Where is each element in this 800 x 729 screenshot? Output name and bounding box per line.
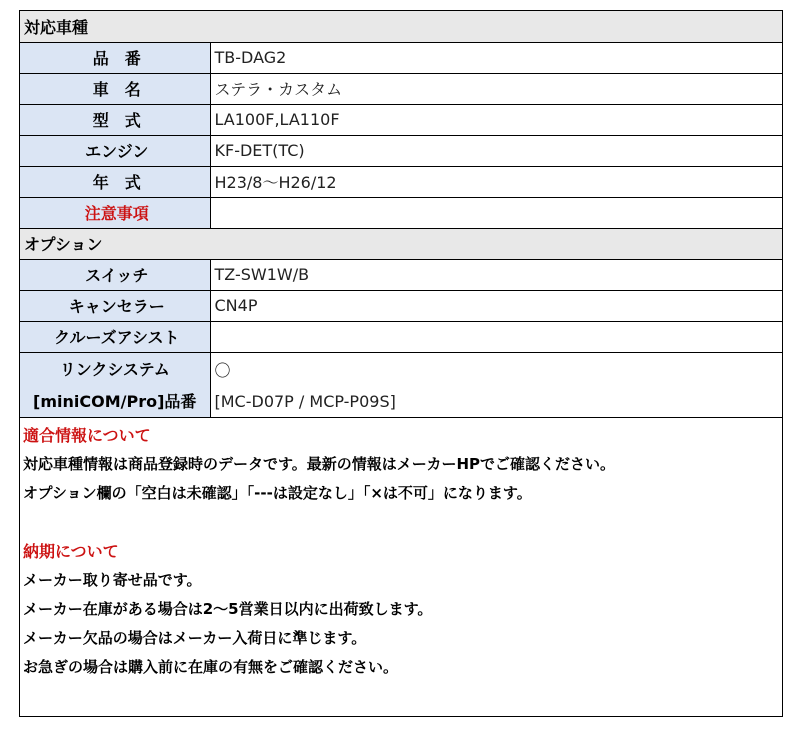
link-system-label-line2: [miniCOM/Pro]品番 xyxy=(33,392,197,411)
table-row xyxy=(20,197,782,228)
canceller-label: キャンセラー xyxy=(20,290,210,321)
delivery-note-line: メーカー取り寄せ品です。 xyxy=(23,570,202,589)
cruise-assist-value xyxy=(210,321,782,352)
table-row xyxy=(20,352,782,417)
link-system-label-line1: リンクシステム xyxy=(59,360,170,379)
table-row xyxy=(20,104,782,135)
delivery-note-line: お急ぎの場合は購入前に在庫の有無をご確認ください。 xyxy=(23,657,399,676)
table-row xyxy=(20,42,782,73)
model-year-value: H23/8～H26/12 xyxy=(210,166,782,197)
table-row xyxy=(20,290,782,321)
model-code-label: 型 式 xyxy=(20,104,210,135)
link-system-label xyxy=(20,352,210,417)
table-row xyxy=(20,166,782,197)
options-section-row xyxy=(20,228,782,259)
engine-value: KF-DET(TC) xyxy=(210,135,782,166)
compat-note-line: オプション欄の「空白は未確認」「---は設定なし」「×は不可」になります。 xyxy=(23,483,532,502)
model-year-label: 年 式 xyxy=(20,166,210,197)
compat-note-line: 対応車種情報は商品登録時のデータです。最新の情報はメーカーHPでご確認ください。 xyxy=(23,454,616,473)
table-row xyxy=(20,321,782,352)
compat-info-heading: 適合情報について xyxy=(23,425,151,445)
switch-label: スイッチ xyxy=(20,259,210,290)
options-section-title: オプション xyxy=(20,228,782,259)
table-row xyxy=(20,259,782,290)
link-system-value xyxy=(210,352,782,417)
delivery-note-line: メーカー欠品の場合はメーカー入荷日に準じます。 xyxy=(23,628,367,647)
compatibility-sheet xyxy=(19,10,783,717)
link-system-availability: 〇 xyxy=(214,361,231,380)
vehicle-section-title: 対応車種 xyxy=(20,11,782,42)
switch-value: TZ-SW1W/B xyxy=(210,259,782,290)
notes-block xyxy=(20,418,782,682)
spec-table xyxy=(20,11,782,418)
delivery-note-line: メーカー在庫がある場合は2～5営業日以内に出荷致します。 xyxy=(23,599,433,618)
canceller-value: CN4P xyxy=(210,290,782,321)
spacer xyxy=(23,508,782,537)
part-number-value: TB-DAG2 xyxy=(210,42,782,73)
link-system-part-numbers: [MC-D07P / MCP-P09S] xyxy=(214,392,396,411)
cruise-assist-label: クルーズアシスト xyxy=(20,321,210,352)
model-code-value: LA100F,LA110F xyxy=(210,104,782,135)
car-name-label: 車 名 xyxy=(20,73,210,104)
engine-label: エンジン xyxy=(20,135,210,166)
table-row xyxy=(20,73,782,104)
car-name-value: ステラ・カスタム xyxy=(210,73,782,104)
caution-value xyxy=(210,197,782,228)
caution-label: 注意事項 xyxy=(20,197,210,228)
delivery-heading: 納期について xyxy=(23,541,119,561)
part-number-label: 品 番 xyxy=(20,42,210,73)
table-row xyxy=(20,135,782,166)
vehicle-section-row xyxy=(20,11,782,42)
